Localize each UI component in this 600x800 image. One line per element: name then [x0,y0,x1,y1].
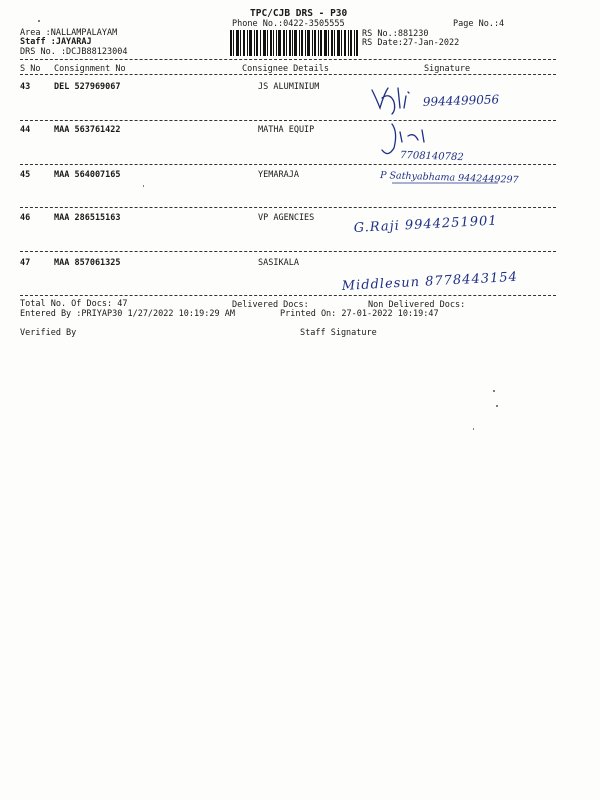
drs-number: DRS No. :DCJB88123004 [20,47,128,57]
row-consignee: MATHA EQUIP [258,125,315,135]
row-consignment: MAA 563761422 [54,125,121,135]
row-divider [20,251,556,252]
row-signature-text: P Sathyabhama 9442449297 [379,170,519,186]
printed-on: Printed On: 27-01-2022 10:19:47 [280,309,439,319]
row-consignment: MAA 564007165 [54,170,121,180]
document-title: TPC/CJB DRS - P30 [250,8,348,19]
row-consignment: MAA 286515163 [54,213,121,223]
scan-speck [496,405,498,407]
page-number: Page No.:4 [453,19,505,29]
row-consignment: DEL 527969067 [54,82,121,92]
phone-number: Phone No.:0422-3505555 [232,19,345,29]
row-sno: 47 [20,258,31,268]
row-sno: 46 [20,213,31,223]
table-bottom-rule [20,295,556,296]
non-delivered-docs: Non Delivered Docs: [368,300,466,310]
row-signature [368,84,568,124]
entered-by: Entered By :PRIYAP30 1/27/2022 10:19:29 AM [20,309,235,319]
row-signature [352,210,552,254]
row-consignee: SASIKALA [258,258,299,268]
staff-signature: Staff Signature [300,328,377,338]
scan-speck [38,20,40,22]
row-signature-text: G.Raji 9944251901 [353,213,498,236]
column-consignee: Consignee Details [242,64,329,74]
rs-date: RS Date:27-Jan-2022 [362,38,460,48]
header-bottom-rule [20,74,556,75]
row-signature-text: 7708140782 [399,150,464,164]
row-signature-text: 9944499056 [422,92,500,109]
row-consignment: MAA 857061325 [54,258,121,268]
row-divider [20,120,556,121]
column-consignment: Consignment No [54,64,126,74]
scan-speck [143,185,144,187]
staff-label: Staff :JAYARAJ [20,37,92,47]
row-divider [20,207,556,208]
header-top-rule [20,59,556,60]
verified-by: Verified By [20,328,77,338]
row-consignee: VP AGENCIES [258,213,315,223]
row-sno: 43 [20,82,31,92]
rs-number: RS No.:881230 [362,29,429,39]
row-consignee: YEMARAJA [258,170,299,180]
scan-speck [493,390,495,392]
row-signature-text: Middlesun 8778443154 [341,269,519,294]
delivered-docs: Delivered Docs: [232,300,309,310]
barcode-image [230,30,358,56]
scan-speck [473,428,474,430]
row-signature [338,262,568,302]
column-sno: S No [20,64,41,74]
row-consignee: JS ALUMINIUM [258,82,320,92]
total-docs: Total No. Of Docs: 47 [20,299,128,309]
row-signature [380,122,550,166]
row-sno: 45 [20,170,31,180]
column-signature: Signature [424,64,471,74]
area-label: Area :NALLAMPALAYAM [20,28,118,38]
row-sno: 44 [20,125,31,135]
row-signature [378,162,558,198]
